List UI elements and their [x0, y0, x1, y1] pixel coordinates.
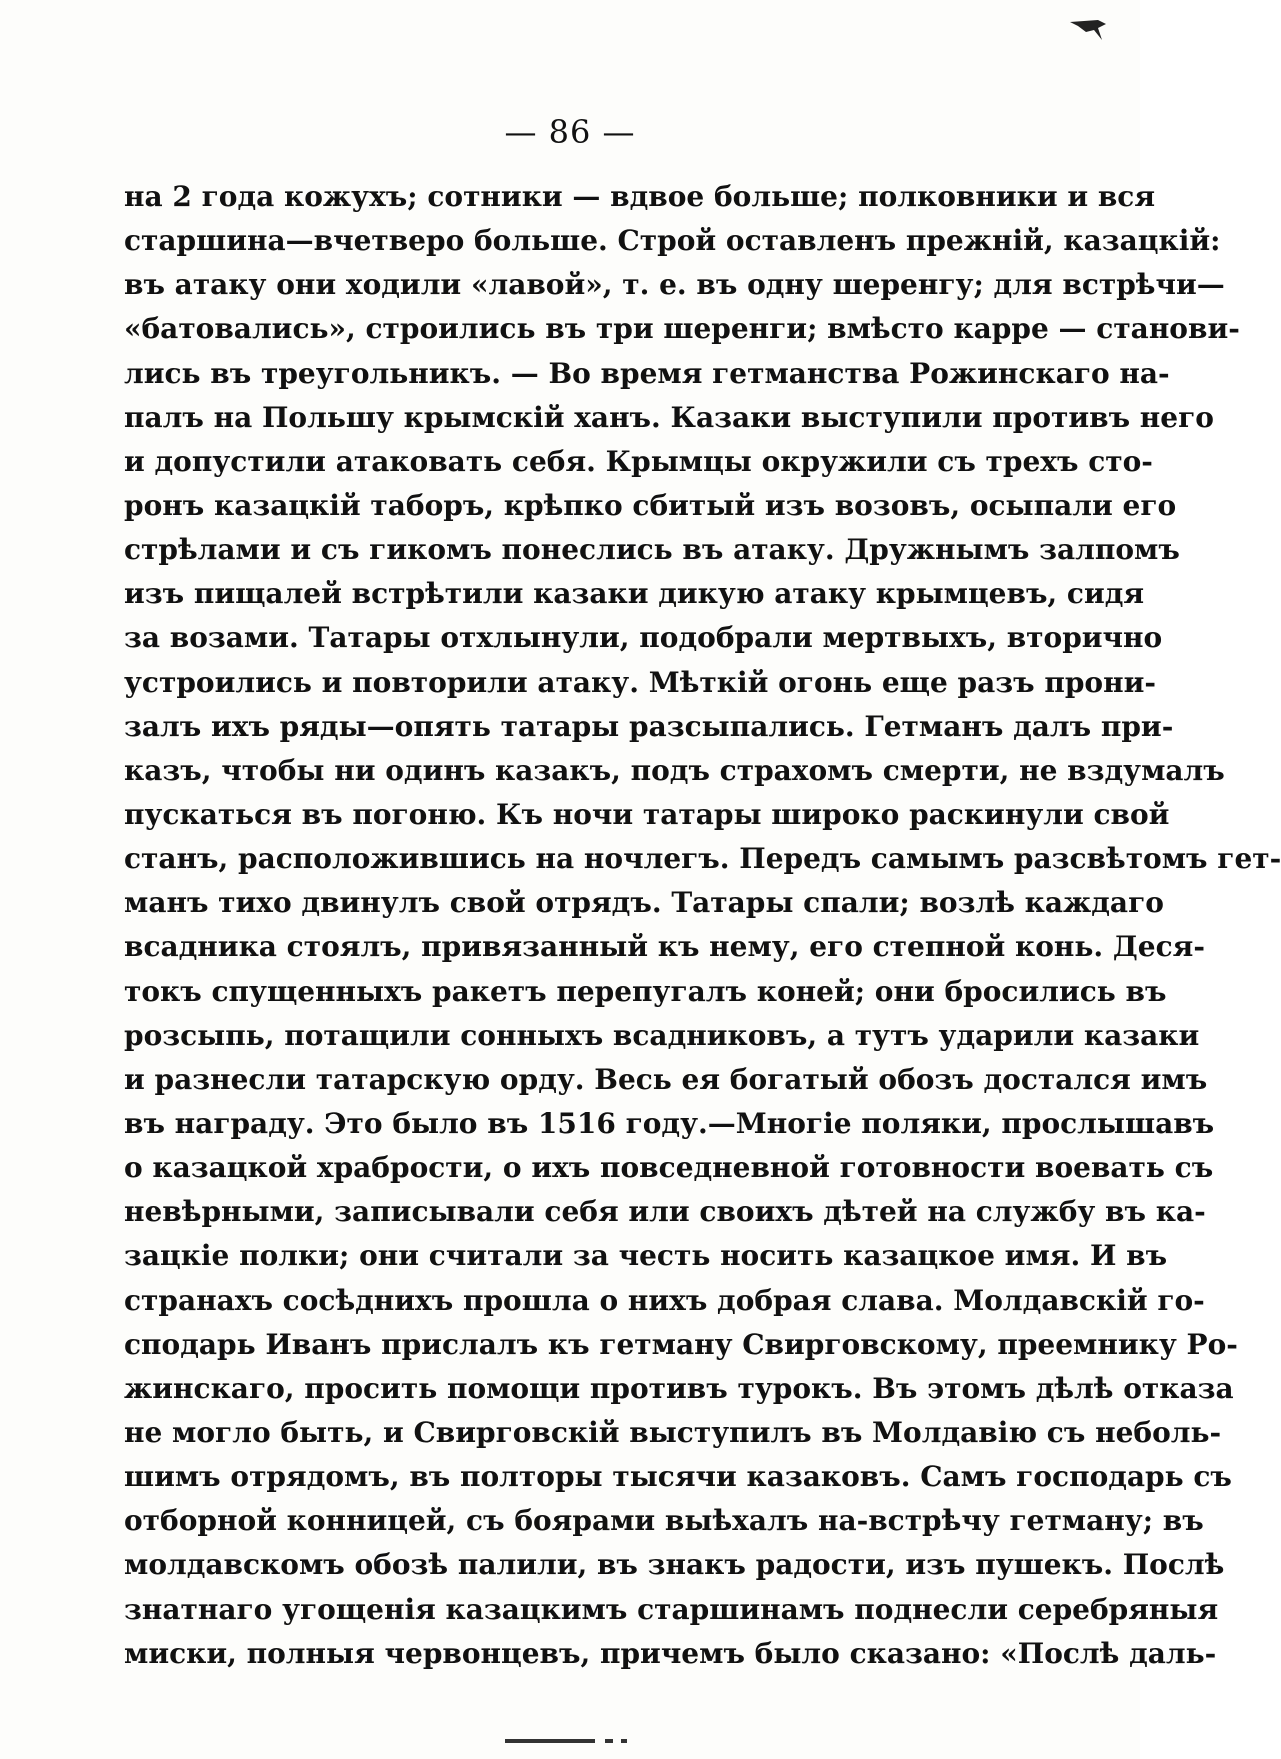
text-line: не могло быть, и Свирговскій выступилъ въ Молдавію съ неболь- — [124, 1415, 1222, 1449]
text-line: зацкіе полки; они считали за честь носить казацкое имя. И въ — [124, 1239, 1168, 1273]
text-line: въ награду. Это было въ 1516 году.—Многіе поляки, прослышавъ — [124, 1106, 1215, 1140]
text-line: изъ пищалей встрѣтили казаки дикую атаку крымцевъ, сидя — [124, 577, 1145, 611]
text-line: и разнесли татарскую орду. Весь ея богатый обозъ достался имъ — [124, 1062, 1208, 1096]
ink-blot-mark — [1068, 18, 1108, 42]
text-line: невѣрными, записывали себя или своихъ дѣтей на службу въ ка- — [124, 1195, 1206, 1229]
text-line: за возами. Татары отхлынули, подобрали мертвыхъ, вторично — [124, 621, 1163, 655]
text-line: жинскаго, просить помощи противъ турокъ. Въ этомъ дѣлѣ отказа — [124, 1371, 1234, 1405]
text-line: стрѣлами и съ гикомъ понеслись въ атаку. Дружнымъ залпомъ — [124, 533, 1180, 567]
text-line: «батовались», строились въ три шеренги; вмѣсто карре — станови- — [124, 312, 1240, 346]
page-number: — 86 — — [504, 113, 636, 151]
text-line: казъ, чтобы ни одинъ казакъ, подъ страхомъ смерти, не вздумалъ — [124, 753, 1225, 787]
text-line: залъ ихъ ряды—опять татары разсыпались. Гетманъ далъ при- — [124, 709, 1174, 743]
text-line: старшина—вчетверо больше. Строй оставленъ прежній, казацкій: — [124, 224, 1221, 258]
text-line: лись въ треугольникъ. — Во время гетманства Рожинскаго на- — [124, 356, 1170, 390]
text-line: токъ спущенныхъ ракетъ перепугалъ коней; они бросились въ — [124, 974, 1167, 1008]
text-line: странахъ сосѣднихъ прошла о нихъ добрая слава. Молдавскій го- — [124, 1283, 1205, 1317]
body-text — [124, 175, 1281, 1676]
text-line: пускаться въ погоню. Къ ночи татары широко раскинули свой — [124, 797, 1170, 831]
text-line: шимъ отрядомъ, въ полторы тысячи казаковъ. Самъ господарь съ — [124, 1460, 1232, 1494]
text-line: розсыпь, потащили сонныхъ всадниковъ, а тутъ ударили казаки — [124, 1018, 1200, 1052]
print-smudge-mark — [505, 1738, 645, 1744]
text-line: всадника стоялъ, привязанный къ нему, его степной конь. Деся- — [124, 930, 1205, 964]
text-line: на 2 года кожухъ; сотники — вдвое больше; полковники и вся — [124, 180, 1156, 213]
text-line: знатнаго угощенія казацкимъ старшинамъ поднесли серебряныя — [124, 1592, 1219, 1626]
text-line: миски, полныя червонцевъ, причемъ было сказано: «Послѣ даль- — [124, 1636, 1217, 1670]
text-line: станъ, расположившись на ночлегъ. Передъ самымъ разсвѣтомъ гет- — [124, 842, 1281, 876]
text-line: о казацкой храбрости, о ихъ повседневной готовности воевать съ — [124, 1151, 1214, 1185]
text-line: устроились и повторили атаку. Мѣткій огонь еще разъ прони- — [124, 665, 1156, 699]
text-line: и допустили атаковать себя. Крымцы окружили съ трехъ сто- — [124, 444, 1153, 478]
text-line: въ атаку они ходили «лавой», т. е. въ одну шеренгу; для встрѣчи— — [124, 268, 1225, 302]
text-line: ронъ казацкій таборъ, крѣпко сбитый изъ возовъ, осыпали его — [124, 488, 1177, 522]
text-line: сподарь Иванъ прислалъ къ гетману Свирговскому, преемнику Ро- — [124, 1327, 1238, 1361]
text-line: манъ тихо двинулъ свой отрядъ. Татары спали; возлѣ каждаго — [124, 886, 1164, 920]
text-line: палъ на Польшу крымскій ханъ. Казаки выступили противъ него — [124, 400, 1214, 434]
text-line: молдавскомъ обозѣ палили, въ знакъ радости, изъ пушекъ. Послѣ — [124, 1548, 1225, 1582]
text-line: отборной конницей, съ боярами выѣхалъ на-встрѣчу гетману; въ — [124, 1504, 1204, 1538]
